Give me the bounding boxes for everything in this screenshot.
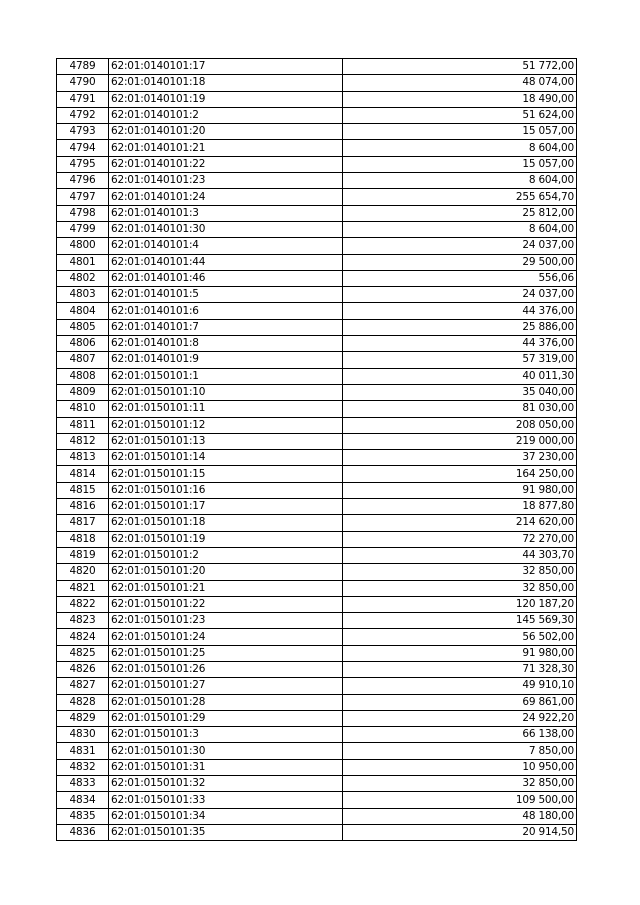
table-row: [57, 107, 577, 123]
table-row: [57, 205, 577, 221]
row-number-cell: 4811: [57, 417, 109, 433]
value-cell: 8 604,00: [343, 221, 577, 237]
cadastral-number-cell: 62:01:0150101:18: [109, 515, 343, 531]
table-row: [57, 564, 577, 580]
cadastral-number-cell: 62:01:0150101:29: [109, 710, 343, 726]
table-row: [57, 75, 577, 91]
table-row: [57, 710, 577, 726]
value-cell: 48 074,00: [343, 75, 577, 91]
value-cell: 208 050,00: [343, 417, 577, 433]
value-cell: 72 270,00: [343, 531, 577, 547]
cadastral-number-cell: 62:01:0140101:44: [109, 254, 343, 270]
cadastral-number-cell: 62:01:0150101:30: [109, 743, 343, 759]
table-body: [57, 59, 577, 841]
value-cell: 71 328,30: [343, 661, 577, 677]
cadastral-number-cell: 62:01:0150101:12: [109, 417, 343, 433]
table-row: [57, 547, 577, 563]
table-row: [57, 759, 577, 775]
value-cell: 91 980,00: [343, 482, 577, 498]
value-cell: 37 230,00: [343, 450, 577, 466]
table-row: [57, 303, 577, 319]
value-cell: 24 037,00: [343, 287, 577, 303]
row-number-cell: 4805: [57, 319, 109, 335]
value-cell: 57 319,00: [343, 352, 577, 368]
value-cell: 556,06: [343, 270, 577, 286]
cadastral-number-cell: 62:01:0150101:14: [109, 450, 343, 466]
cadastral-number-cell: 62:01:0140101:9: [109, 352, 343, 368]
cadastral-number-cell: 62:01:0150101:21: [109, 580, 343, 596]
row-number-cell: 4822: [57, 596, 109, 612]
cadastral-number-cell: 62:01:0140101:4: [109, 238, 343, 254]
value-cell: 51 772,00: [343, 59, 577, 75]
value-cell: 66 138,00: [343, 727, 577, 743]
row-number-cell: 4828: [57, 694, 109, 710]
row-number-cell: 4836: [57, 824, 109, 840]
cadastral-number-cell: 62:01:0150101:3: [109, 727, 343, 743]
row-number-cell: 4823: [57, 613, 109, 629]
row-number-cell: 4815: [57, 482, 109, 498]
value-cell: 7 850,00: [343, 743, 577, 759]
row-number-cell: 4808: [57, 368, 109, 384]
cadastral-number-cell: 62:01:0140101:17: [109, 59, 343, 75]
cadastral-number-cell: 62:01:0140101:3: [109, 205, 343, 221]
value-cell: 24 037,00: [343, 238, 577, 254]
value-cell: 214 620,00: [343, 515, 577, 531]
value-cell: 91 980,00: [343, 645, 577, 661]
table-row: [57, 417, 577, 433]
table-row: [57, 743, 577, 759]
value-cell: 44 376,00: [343, 336, 577, 352]
row-number-cell: 4799: [57, 221, 109, 237]
cadastral-value-table: [56, 58, 577, 841]
row-number-cell: 4794: [57, 140, 109, 156]
row-number-cell: 4826: [57, 661, 109, 677]
table-row: [57, 824, 577, 840]
row-number-cell: 4795: [57, 156, 109, 172]
table-row: [57, 613, 577, 629]
row-number-cell: 4825: [57, 645, 109, 661]
row-number-cell: 4814: [57, 466, 109, 482]
value-cell: 18 877,80: [343, 499, 577, 515]
cadastral-number-cell: 62:01:0140101:7: [109, 319, 343, 335]
table-row: [57, 727, 577, 743]
table-row: [57, 482, 577, 498]
table-row: [57, 384, 577, 400]
cadastral-number-cell: 62:01:0150101:20: [109, 564, 343, 580]
row-number-cell: 4790: [57, 75, 109, 91]
value-cell: 145 569,30: [343, 613, 577, 629]
table-row: [57, 91, 577, 107]
table-row: [57, 645, 577, 661]
table-row: [57, 140, 577, 156]
cadastral-number-cell: 62:01:0150101:26: [109, 661, 343, 677]
table-row: [57, 515, 577, 531]
value-cell: 25 886,00: [343, 319, 577, 335]
table-row: [57, 694, 577, 710]
row-number-cell: 4820: [57, 564, 109, 580]
row-number-cell: 4789: [57, 59, 109, 75]
row-number-cell: 4812: [57, 433, 109, 449]
cadastral-number-cell: 62:01:0150101:28: [109, 694, 343, 710]
row-number-cell: 4833: [57, 776, 109, 792]
table-row: [57, 59, 577, 75]
value-cell: 8 604,00: [343, 173, 577, 189]
cadastral-number-cell: 62:01:0140101:22: [109, 156, 343, 172]
cadastral-number-cell: 62:01:0140101:18: [109, 75, 343, 91]
row-number-cell: 4819: [57, 547, 109, 563]
value-cell: 49 910,10: [343, 678, 577, 694]
table-row: [57, 629, 577, 645]
cadastral-number-cell: 62:01:0140101:23: [109, 173, 343, 189]
row-number-cell: 4797: [57, 189, 109, 205]
table-row: [57, 319, 577, 335]
row-number-cell: 4793: [57, 124, 109, 140]
cadastral-number-cell: 62:01:0140101:24: [109, 189, 343, 205]
table-row: [57, 270, 577, 286]
cadastral-number-cell: 62:01:0140101:8: [109, 336, 343, 352]
table-row: [57, 466, 577, 482]
value-cell: 69 861,00: [343, 694, 577, 710]
value-cell: 32 850,00: [343, 580, 577, 596]
row-number-cell: 4816: [57, 499, 109, 515]
value-cell: 20 914,50: [343, 824, 577, 840]
row-number-cell: 4830: [57, 727, 109, 743]
value-cell: 120 187,20: [343, 596, 577, 612]
table-row: [57, 173, 577, 189]
cadastral-number-cell: 62:01:0150101:2: [109, 547, 343, 563]
value-cell: 15 057,00: [343, 156, 577, 172]
row-number-cell: 4800: [57, 238, 109, 254]
cadastral-number-cell: 62:01:0150101:1: [109, 368, 343, 384]
cadastral-number-cell: 62:01:0140101:46: [109, 270, 343, 286]
cadastral-number-cell: 62:01:0150101:15: [109, 466, 343, 482]
table-row: [57, 189, 577, 205]
cadastral-number-cell: 62:01:0150101:22: [109, 596, 343, 612]
row-number-cell: 4832: [57, 759, 109, 775]
value-cell: 18 490,00: [343, 91, 577, 107]
cadastral-number-cell: 62:01:0140101:5: [109, 287, 343, 303]
value-cell: 8 604,00: [343, 140, 577, 156]
cadastral-number-cell: 62:01:0140101:2: [109, 107, 343, 123]
value-cell: 56 502,00: [343, 629, 577, 645]
table-row: [57, 808, 577, 824]
row-number-cell: 4809: [57, 384, 109, 400]
row-number-cell: 4827: [57, 678, 109, 694]
row-number-cell: 4818: [57, 531, 109, 547]
table-row: [57, 401, 577, 417]
value-cell: 51 624,00: [343, 107, 577, 123]
value-cell: 24 922,20: [343, 710, 577, 726]
cadastral-number-cell: 62:01:0140101:21: [109, 140, 343, 156]
cadastral-number-cell: 62:01:0150101:34: [109, 808, 343, 824]
cadastral-number-cell: 62:01:0150101:27: [109, 678, 343, 694]
cadastral-number-cell: 62:01:0150101:10: [109, 384, 343, 400]
cadastral-number-cell: 62:01:0150101:16: [109, 482, 343, 498]
table-row: [57, 156, 577, 172]
value-cell: 32 850,00: [343, 776, 577, 792]
table-row: [57, 221, 577, 237]
table-row: [57, 580, 577, 596]
row-number-cell: 4792: [57, 107, 109, 123]
cadastral-number-cell: 62:01:0150101:35: [109, 824, 343, 840]
row-number-cell: 4802: [57, 270, 109, 286]
table-row: [57, 336, 577, 352]
cadastral-number-cell: 62:01:0150101:33: [109, 792, 343, 808]
row-number-cell: 4791: [57, 91, 109, 107]
value-cell: 29 500,00: [343, 254, 577, 270]
row-number-cell: 4834: [57, 792, 109, 808]
cadastral-number-cell: 62:01:0150101:19: [109, 531, 343, 547]
cadastral-number-cell: 62:01:0150101:25: [109, 645, 343, 661]
table-row: [57, 531, 577, 547]
value-cell: 255 654,70: [343, 189, 577, 205]
table-row: [57, 287, 577, 303]
cadastral-number-cell: 62:01:0150101:13: [109, 433, 343, 449]
table-row: [57, 124, 577, 140]
table-row: [57, 661, 577, 677]
row-number-cell: 4824: [57, 629, 109, 645]
row-number-cell: 4831: [57, 743, 109, 759]
table-row: [57, 678, 577, 694]
table-row: [57, 368, 577, 384]
table-row: [57, 596, 577, 612]
row-number-cell: 4796: [57, 173, 109, 189]
value-cell: 164 250,00: [343, 466, 577, 482]
row-number-cell: 4817: [57, 515, 109, 531]
value-cell: 109 500,00: [343, 792, 577, 808]
row-number-cell: 4806: [57, 336, 109, 352]
value-cell: 25 812,00: [343, 205, 577, 221]
value-cell: 32 850,00: [343, 564, 577, 580]
table-row: [57, 352, 577, 368]
row-number-cell: 4821: [57, 580, 109, 596]
value-cell: 44 376,00: [343, 303, 577, 319]
value-cell: 81 030,00: [343, 401, 577, 417]
table-row: [57, 499, 577, 515]
table-row: [57, 776, 577, 792]
value-cell: 44 303,70: [343, 547, 577, 563]
cadastral-number-cell: 62:01:0150101:32: [109, 776, 343, 792]
cadastral-number-cell: 62:01:0150101:11: [109, 401, 343, 417]
row-number-cell: 4813: [57, 450, 109, 466]
cadastral-number-cell: 62:01:0140101:19: [109, 91, 343, 107]
cadastral-number-cell: 62:01:0140101:6: [109, 303, 343, 319]
table-row: [57, 238, 577, 254]
table-row: [57, 433, 577, 449]
cadastral-number-cell: 62:01:0140101:30: [109, 221, 343, 237]
value-cell: 10 950,00: [343, 759, 577, 775]
value-cell: 15 057,00: [343, 124, 577, 140]
row-number-cell: 4829: [57, 710, 109, 726]
cadastral-number-cell: 62:01:0150101:17: [109, 499, 343, 515]
cadastral-number-cell: 62:01:0150101:24: [109, 629, 343, 645]
value-cell: 35 040,00: [343, 384, 577, 400]
table-row: [57, 450, 577, 466]
value-cell: 40 011,30: [343, 368, 577, 384]
table-row: [57, 792, 577, 808]
value-cell: 219 000,00: [343, 433, 577, 449]
cadastral-number-cell: 62:01:0140101:20: [109, 124, 343, 140]
row-number-cell: 4804: [57, 303, 109, 319]
row-number-cell: 4798: [57, 205, 109, 221]
row-number-cell: 4810: [57, 401, 109, 417]
table-row: [57, 254, 577, 270]
row-number-cell: 4835: [57, 808, 109, 824]
value-cell: 48 180,00: [343, 808, 577, 824]
row-number-cell: 4807: [57, 352, 109, 368]
cadastral-number-cell: 62:01:0150101:23: [109, 613, 343, 629]
row-number-cell: 4801: [57, 254, 109, 270]
cadastral-number-cell: 62:01:0150101:31: [109, 759, 343, 775]
row-number-cell: 4803: [57, 287, 109, 303]
